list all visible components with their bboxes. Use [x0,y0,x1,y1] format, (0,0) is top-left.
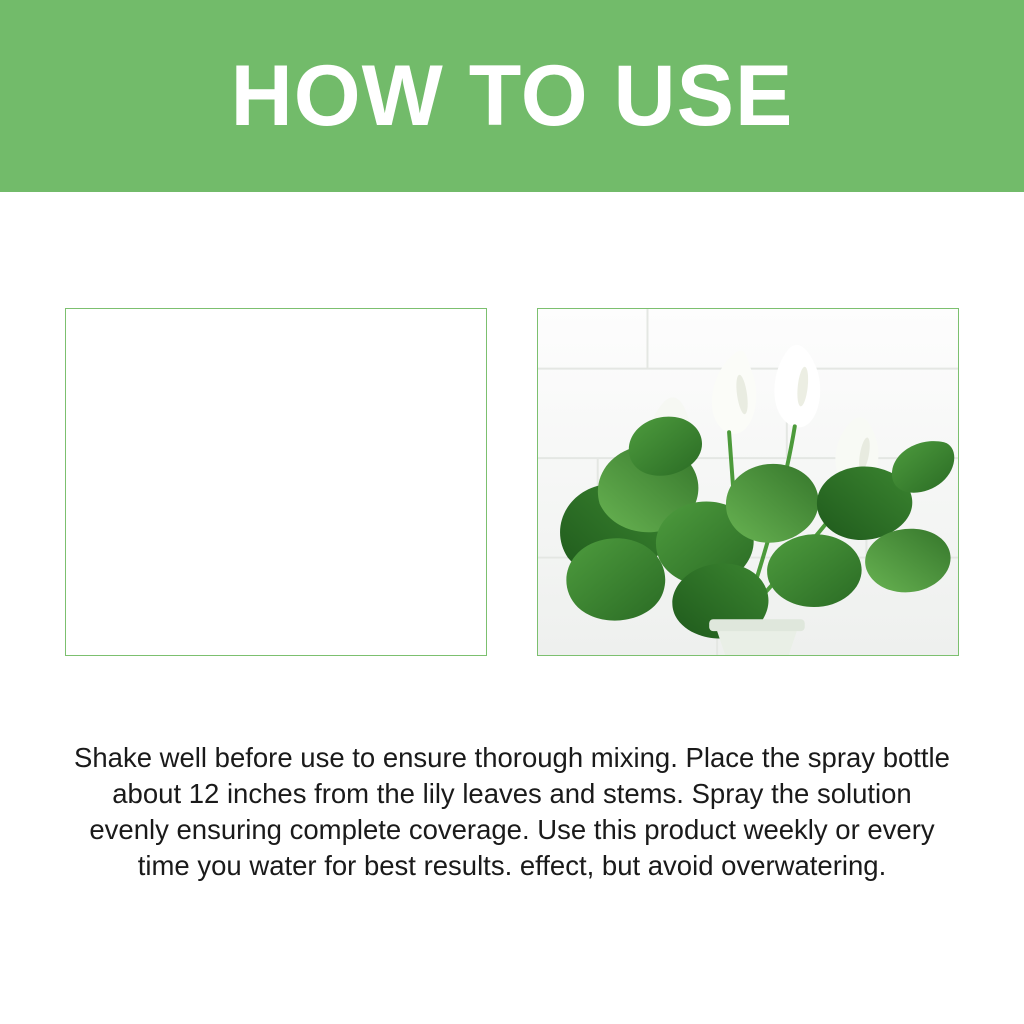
healthy-peace-lily-illustration [538,309,958,655]
images-row [0,308,1024,658]
header-banner [0,0,1024,192]
photo-background [66,309,486,655]
instructions-text: Shake well before use to ensure thorough mixing. Place the spray bottle about 12 inches from the lily leaves and stems. Spray the solution evenly ensuring complete coverage. Use this product weekly or every time you water for best results. effect, but avoid overwatering. [74,741,950,882]
healthy-peace-lily-photo [537,308,959,656]
page-title: HOW TO USE [230,48,794,144]
spraying-peace-lily-photo [65,308,487,656]
